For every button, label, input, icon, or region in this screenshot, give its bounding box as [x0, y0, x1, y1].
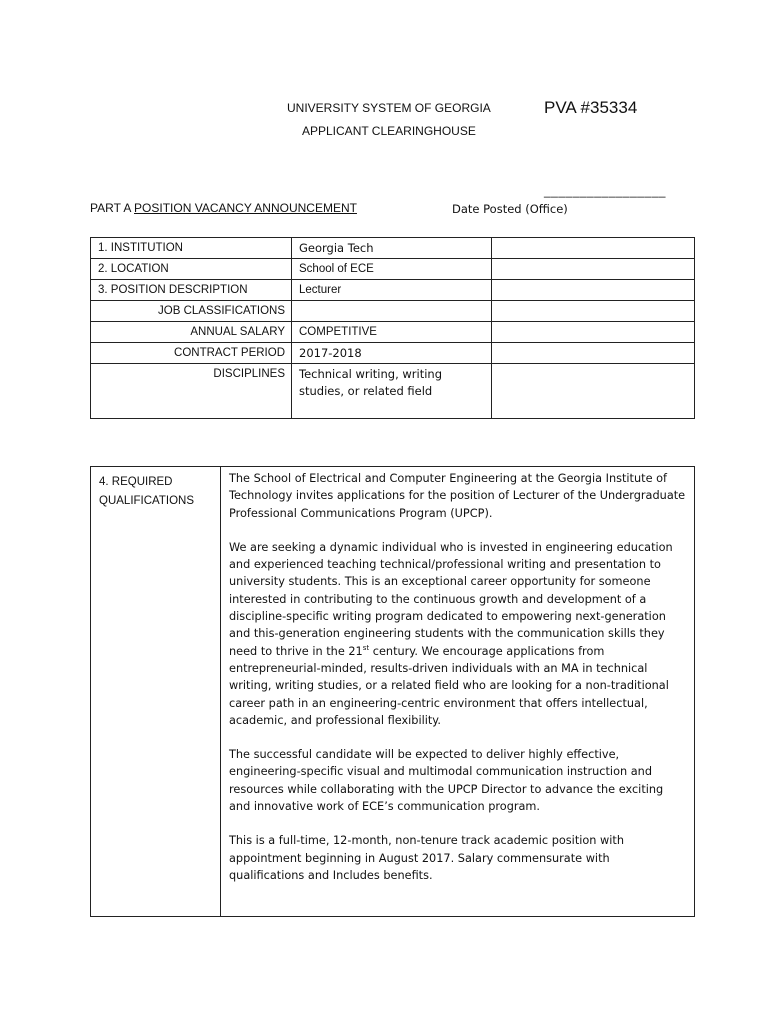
qualifications-paragraph-1: The School of Electrical and Computer Engineering at the Georgia Institute of Technology invites applications for the position of Lecturer of the Undergraduate Professional Communications Program (UPCP). — [229, 472, 686, 520]
empty-cell — [492, 364, 695, 419]
qualifications-paragraph-2 — [229, 539, 687, 729]
header-clearinghouse: APPLICANT CLEARINGHOUSE — [302, 124, 476, 138]
institution-value: Georgia Tech — [292, 238, 492, 259]
table-row — [91, 322, 695, 343]
qualifications-paragraph-3: The successful candidate will be expected to deliver highly effective, engineering-specific visual and multimodal communication instruction and resources while collaborating with the UPCP Director to advance the exciting and innovative work of ECE’s communication program. — [229, 748, 664, 814]
location-label: 2. LOCATION — [91, 259, 292, 280]
disciplines-label: DISCIPLINES — [91, 364, 292, 419]
qualifications-label-line1: 4. REQUIRED — [99, 476, 173, 488]
table-row — [91, 301, 695, 322]
table-row — [91, 259, 695, 280]
table-row — [91, 364, 695, 419]
position-description-value: Lecturer — [292, 280, 492, 301]
paragraph-2-text: We are seeking a dynamic individual who is invested in engineering education and experienced teaching technical/professional writing and presentation to university students. This is an exceptional career opportunity for someone interested in contributing to the continuous growth and development of a discipline-specific writing program dedicated to empowering next-generation and this-generation engineering students with the communication skills they need to thrive in the 21 — [229, 540, 673, 658]
job-classifications-label: JOB CLASSIFICATIONS — [91, 301, 292, 322]
table-row — [91, 238, 695, 259]
part-a-heading — [90, 201, 357, 215]
contract-period-label: CONTRACT PERIOD — [91, 343, 292, 364]
contract-period-value: 2017-2018 — [292, 343, 492, 364]
location-value: School of ECE — [292, 259, 492, 280]
qualifications-body-cell — [221, 467, 695, 917]
table-row — [91, 343, 695, 364]
table-row — [91, 467, 695, 917]
qualifications-paragraph-4: This is a full-time, 12-month, non-tenure track academic position with appointment beginning in August 2017. Salary commensurate with qualifications and Includes benefits. — [229, 834, 625, 882]
part-prefix: PART A — [90, 201, 135, 215]
annual-salary-value: COMPETITIVE — [292, 322, 492, 343]
qualifications-table — [90, 466, 695, 917]
disciplines-value: Technical writing, writing studies, or related field — [292, 364, 492, 419]
institution-label: 1. INSTITUTION — [91, 238, 292, 259]
empty-cell — [492, 322, 695, 343]
qualifications-label-line2: QUALIFICATIONS — [99, 495, 194, 507]
qualifications-label-cell — [91, 467, 221, 917]
position-description-label: 3. POSITION DESCRIPTION — [91, 280, 292, 301]
date-posted-label: Date Posted (Office) — [452, 202, 568, 216]
superscript-st: st — [362, 643, 370, 652]
position-info-table — [90, 237, 695, 419]
empty-cell — [492, 280, 695, 301]
part-title: POSITION VACANCY ANNOUNCEMENT — [134, 201, 357, 215]
empty-cell — [492, 238, 695, 259]
empty-cell — [492, 259, 695, 280]
empty-cell — [492, 301, 695, 322]
empty-cell — [492, 343, 695, 364]
paragraph-2-text-cont: century. We encourage applications from entrepreneurial-minded, results-driven individuals with an MA in technical writing, writing studies, or a related field who are looking for a non-traditional career path in an engineering-centric environment that offers intellectual, academic, and professional flexibility. — [229, 644, 669, 727]
table-row — [91, 280, 695, 301]
header-university: UNIVERSITY SYSTEM OF GEORGIA — [287, 101, 491, 115]
date-line: _________________ — [544, 184, 666, 198]
job-classifications-value — [292, 301, 492, 322]
pva-number: PVA #35334 — [544, 98, 638, 117]
annual-salary-label: ANNUAL SALARY — [91, 322, 292, 343]
